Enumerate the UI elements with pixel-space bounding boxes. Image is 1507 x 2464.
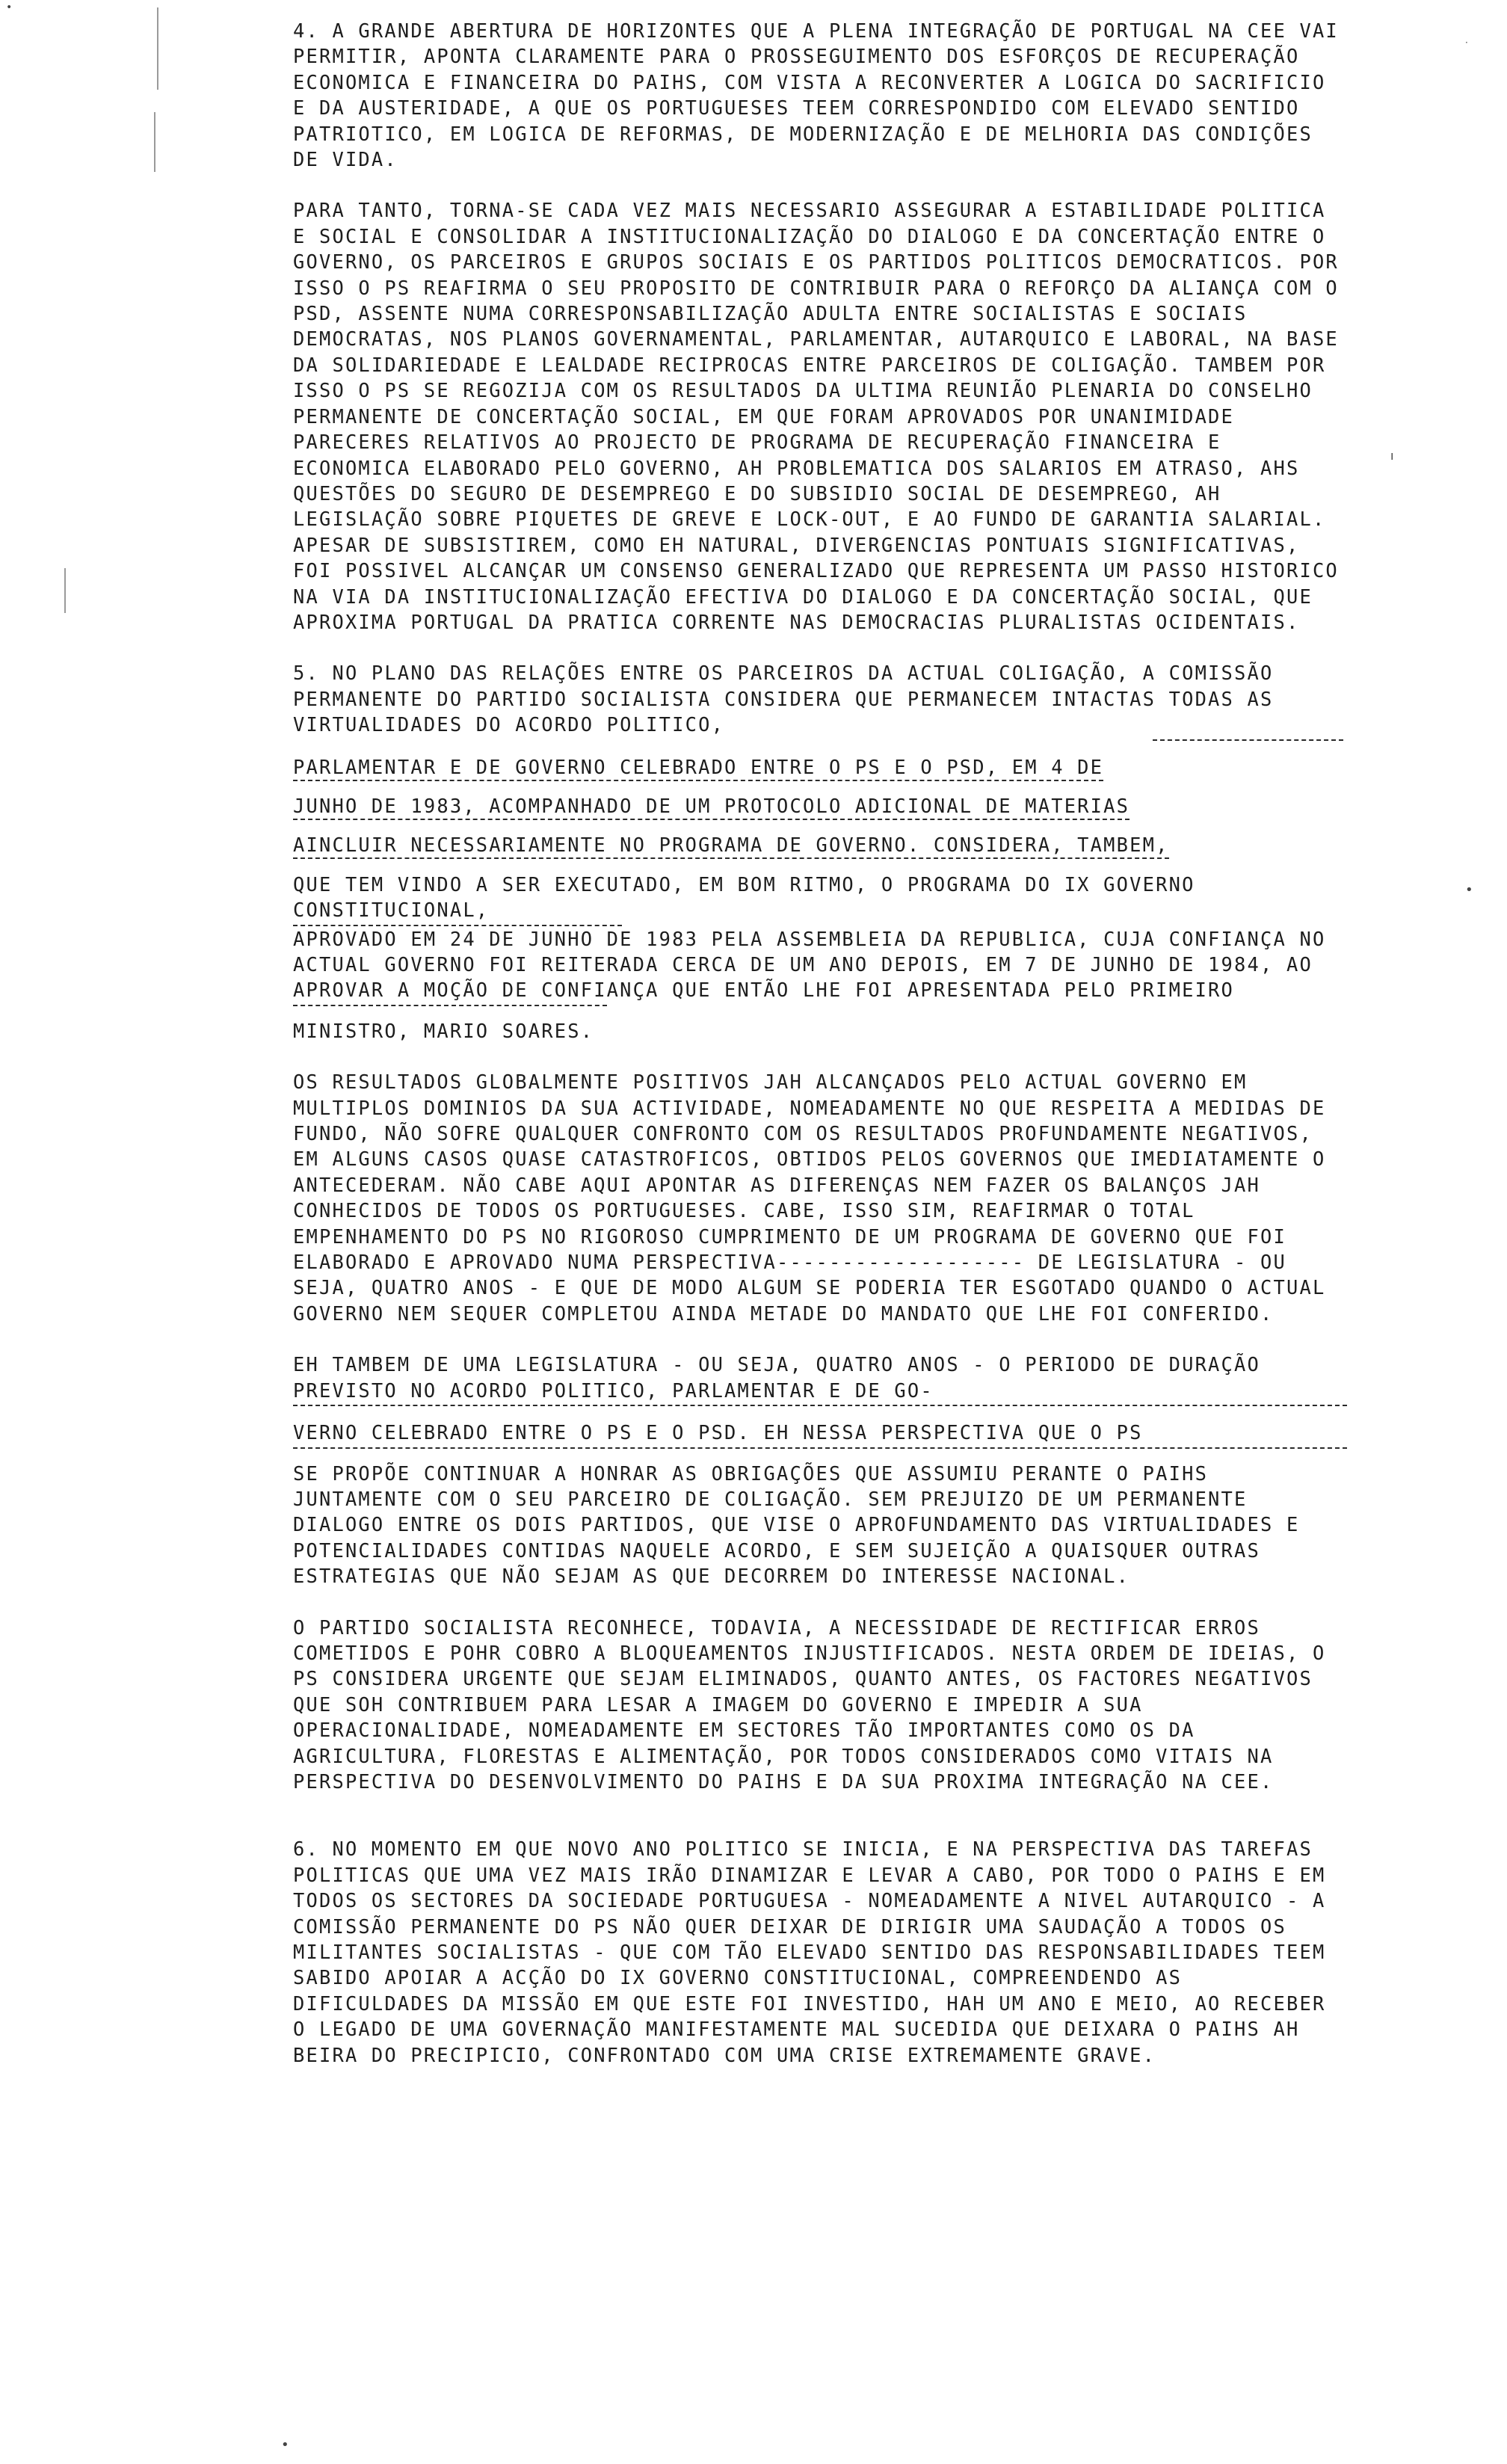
paragraph-5-line-a: PARLAMENTAR E DE GOVERNO CELEBRADO ENTRE O PS E O PSD, EM 4 DE — [293, 754, 1347, 780]
paragraph-4: 4. A GRANDE ABERTURA DE HORIZONTES QUE A PLENA INTEGRAÇÃO DE PORTUGAL NA CEE VAI PERMITIR, APONTA CLARAMENTE PARA O PROSSEGUIMENTO DOS ESFORÇOS DE RECUPERAÇÃO ECONOMICA E FINANCEIRA DO PAIHS, COM VISTA A RECONVERTER A LOGICA DO SACRIFICIO E DA AUSTERIDADE, A QUE OS PORTUGUESES TEEM CORRESPONDIDO COM ELEVADO SENTIDO PATRIOTICO, EM LOGICA DE REFORMAS, DE MODERNIZAÇÃO E DE MELHORIA DAS CONDIÇÕES DE VIDA. — [293, 19, 1339, 171]
scan-speck: • — [1465, 882, 1473, 898]
paragraph-stability: PARA TANTO, TORNA-SE CADA VEZ MAIS NECESSARIO ASSEGURAR A ESTABILIDADE POLITICA E SOCIAL E CONSOLIDAR A INSTITUCIONALIZAÇÃO DO DIALOGO E DA CONCERTAÇÃO ENTRE O GOVERNO, OS PARCEIROS E GRUPOS SOCIAIS E OS PARTIDOS POLITICOS DEMOCRATICOS. POR ISSO O PS REAFIRMA O SEU PROPOSITO DE CONTRIBUIR PARA O REFORÇO DA ALIANÇA COM O PSD, ASSENTE NUMA CORRESPONSABILIZAÇÃO ADULTA ENTRE SOCIALISTAS E SOCIAIS DEMOCRATAS, NOS PLANOS GOVERNAMENTAL, PARLAMENTAR, AUTARQUICO E LABORAL, NA BASE DA SOLIDARIEDADE E LEALDADE RECIPROCAS ENTRE PARCEIROS DE COLIGAÇÃO. TAMBEM POR ISSO O PS SE REGOZIJA COM OS RESULTADOS DA ULTIMA REUNIÃO PLENARIA DO CONSELHO PERMANENTE DE CONCERTAÇÃO SOCIAL, EM QUE FORAM APROVADOS POR UNANIMIDADE PARECERES RELATIVOS AO PROJECTO DE PROGRAMA DE RECUPERAÇÃO FINANCEIRA E ECONOMICA ELABORADO PELO GOVERNO, AH PROBLEMATICA DOS SALARIOS EM ATRASO, AHS QUESTÕES DO SEGURO DE DESEMPREGO E DO SUBSIDIO SOCIAL DE DESEMPREGO, AH LEGISLAÇÃO SOBRE PIQUETES DE GREVE E LOCK-OUT, E AO FUNDO DE GARANTIA SALARIAL. APESAR DE SUBSISTIREM, COMO EH NATURAL, DIVERGENCIAS PONTUAIS SIGNIFICATIVAS, FOI POSSIVEL ALCANÇAR UM CONSENSO GENERALIZADO QUE REPRESENTA UM PASSO HISTORICO NA VIA DA INSTITUCIONALIZAÇÃO EFECTIVA DO DIALOGO E DA CONCERTAÇÃO SOCIAL, QUE APROXIMA PORTUGAL DA PRATICA CORRENTE NAS DEMOCRACIAS PLURALISTAS OCIDENTAIS. — [293, 199, 1339, 633]
underline-rule — [293, 1447, 1347, 1449]
paragraph-6: 6. NO MOMENTO EM QUE NOVO ANO POLITICO SE INICIA, E NA PERSPECTIVA DAS TAREFAS POLITICAS QUE UMA VEZ MAIS IRÃO DINAMIZAR E LEVAR A CABO, POR TODO O PAIHS E EM TODOS OS SECTORES DA SOCIEDADE PORTUGUESA - NOMEADAMENTE A NIVEL AUTARQUICO - A COMISSÃO PERMANENTE DO PS NÃO QUER DEIXAR DE DIRIGIR UMA SAUDAÇÃO A TODOS OS MILITANTES SOCIALISTAS - QUE COM TÃO ELEVADO SENTIDO DAS RESPONSABILIDADES TEEM SABIDO APOIAR A ACÇÃO DO IX GOVERNO CONSTITUCIONAL, COMPREENDENDO AS DIFICULDADES DA MISSÃO EM QUE ESTE FOI INVESTIDO, HAH UM ANO E MEIO, AO RECEBER O LEGADO DE UMA GOVERNAÇÃO MANIFESTAMENTE MAL SUCEDIDA QUE DEIXARA O PAIHS AH BEIRA DO PRECIPICIO, CONFRONTADO COM UMA CRISE EXTREMAMENTE GRAVE. — [293, 1838, 1326, 2066]
underline-rule — [1153, 739, 1343, 741]
paragraph-5-line-d: QUE TEM VINDO A SER EXECUTADO, EM BOM RITMO, O PROGRAMA DO IX GOVERNO CONSTITUCIONAL, — [293, 872, 1195, 922]
paragraph-5-line-b: JUNHO DE 1983, ACOMPANHADO DE UM PROTOCOLO ADICIONAL DE MATERIAS — [293, 793, 1347, 819]
scan-speck: · — [1465, 37, 1468, 48]
underline-rule — [293, 1005, 607, 1006]
margin-line — [154, 112, 155, 172]
paragraph-rectificar: O PARTIDO SOCIALISTA RECONHECE, TODAVIA, A NECESSIDADE DE RECTIFICAR ERROS COMETIDOS E POHR COBRO A BLOQUEAMENTOS INJUSTIFICADOS. NESTA ORDEM DE IDEIAS, O PS CONSIDERA URGENTE QUE SEJAM ELIMINADOS, QUANTO ANTES, OS FACTORES NEGATIVOS QUE SOH CONTRIBUEM PARA LESAR A IMAGEM DO GOVERNO E IMPEDIR A SUA OPERACIONALIDADE, NOMEADAMENTE EM SECTORES TÃO IMPORTANTES COMO OS DA AGRICULTURA, FLORESTAS E ALIMENTAÇÃO, POR TODOS CONSIDERADOS COMO VITAIS NA PERSPECTIVA DO DESENVOLVIMENTO DO PAIHS E DA SUA PROXIMA INTEGRAÇÃO NA CEE. — [293, 1616, 1326, 1793]
paragraph-5-line-f: MINISTRO, MARIO SOARES. — [293, 1019, 594, 1042]
margin-line — [64, 568, 66, 613]
paragraph-legislatura-b: VERNO CELEBRADO ENTRE O PS E O PSD. EH NESSA PERSPECTIVA QUE O PS — [293, 1421, 1143, 1444]
scan-speck: • — [281, 2437, 289, 2453]
scan-speck: • — [6, 1, 13, 13]
paragraph-5-line-c: AINCLUIR NECESSARIAMENTE NO PROGRAMA DE GOVERNO. CONSIDERA, TAMBEM, — [293, 832, 1347, 857]
scan-speck: ı — [1390, 449, 1394, 463]
underline-rule — [293, 925, 622, 926]
underline-rule — [293, 1405, 1347, 1406]
paragraph-5-intro: 5. NO PLANO DAS RELAÇÕES ENTRE OS PARCEIROS DA ACTUAL COLIGAÇÃO, A COMISSÃO PERMANENTE DO PARTIDO SOCIALISTA CONSIDERA QUE PERMANECEM INTACTAS TODAS AS VIRTUALIDADES DO ACORDO POLITICO, — [293, 662, 1274, 736]
document-body — [293, 18, 1347, 2068]
margin-line — [157, 7, 158, 90]
paragraph-5-line-e: APROVADO EM 24 DE JUNHO DE 1983 PELA ASSEMBLEIA DA REPUBLICA, CUJA CONFIANÇA NO ACTUAL GOVERNO FOI REITERADA CERCA DE UM ANO DEPOIS, EM 7 DE JUNHO DE 1984, AO APROVAR A MOÇÃO DE CONFIANÇA QUE ENTÃO LHE FOI APRESENTADA PELO PRIMEIRO — [293, 927, 1326, 1002]
paragraph-legislatura-a: EH TAMBEM DE UMA LEGISLATURA - OU SEJA, QUATRO ANOS - O PERIODO DE DURAÇÃO PREVISTO NO ACORDO POLITICO, PARLAMENTAR E DE GO- — [293, 1353, 1260, 1402]
paragraph-results: OS RESULTADOS GLOBALMENTE POSITIVOS JAH ALCANÇADOS PELO ACTUAL GOVERNO EM MULTIPLOS DOMINIOS DA SUA ACTIVIDADE, NOMEADAMENTE NO QUE RESPEITA A MEDIDAS DE FUNDO, NÃO SOFRE QUALQUER CONFRONTO COM OS RESULTADOS PROFUNDAMENTE NEGATIVOS, EM ALGUNS CASOS QUASE CATASTROFICOS, OBTIDOS PELOS GOVERNOS QUE IMEDIATAMENTE O ANTECEDERAM. NÃO CABE AQUI APONTAR AS DIFERENÇAS NEM FAZER OS BALANÇOS JAH CONHECIDOS DE TODOS OS PORTUGUESES. CABE, ISSO SIM, REAFIRMAR O TOTAL EMPENHAMENTO DO PS NO RIGOROSO CUMPRIMENTO DE UM PROGRAMA DE GOVERNO QUE FOI ELABORADO E APROVADO NUMA PERSPECTIVA------------------- DE LEGISLATURA - OU SEJA, QUATRO ANOS - E QUE DE MODO ALGUM SE PODERIA TER ESGOTADO QUANDO O ACTUAL GOVERNO NEM SEQUER COMPLETOU AINDA METADE DO MANDATO QUE LHE FOI CONFERIDO. — [293, 1071, 1326, 1325]
paragraph-legislatura-c: SE PROPÕE CONTINUAR A HONRAR AS OBRIGAÇÕES QUE ASSUMIU PERANTE O PAIHS JUNTAMENTE COM O SEU PARCEIRO DE COLIGAÇÃO. SEM PREJUIZO DE UM PERMANENTE DIALOGO ENTRE OS DOIS PARTIDOS, QUE VISE O APROFUNDAMENTO DAS VIRTUALIDADES E POTENCIALIDADES CONTIDAS NAQUELE ACORDO, E SEM SUJEIÇÃO A QUAISQUER OUTRAS ESTRATEGIAS QUE NÃO SEJAM AS QUE DECORREM DO INTERESSE NACIONAL. — [293, 1462, 1300, 1588]
